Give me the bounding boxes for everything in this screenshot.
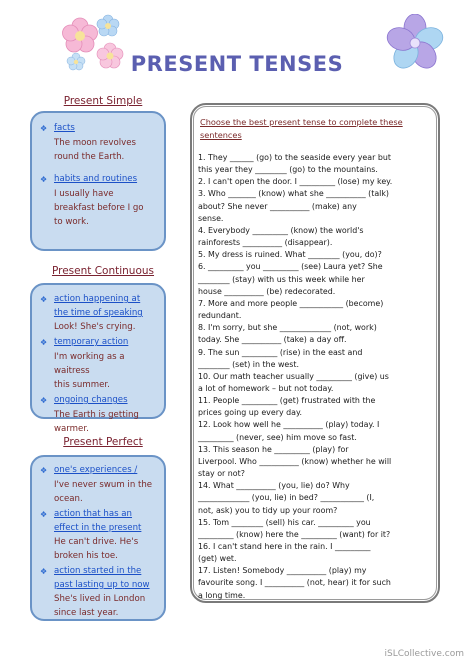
exercise-line: today. She __________ (take) a day off. [198, 335, 347, 345]
tense-entry [40, 293, 158, 334]
exercise-line: stay or not? [198, 469, 245, 479]
usage-label: past lasting up to now [54, 580, 150, 590]
present-perfect-box [30, 455, 166, 621]
example-line: He can't drive. He's [54, 537, 139, 547]
present-continuous-box [30, 283, 166, 434]
example-line: Look! She's crying. [54, 322, 136, 332]
usage-label: habits and routines [54, 174, 138, 184]
watermark: iSLCollective.com [384, 649, 464, 659]
exercise-line: 11. People _________ (get) frustrated with the [198, 396, 376, 406]
exercise-line: 15. Tom ________ (sell) his car. _________ you [198, 517, 371, 527]
exercise-line: ________ (stay) with us this week while her [198, 274, 365, 284]
exercise-line: sense. [198, 213, 224, 223]
tense-entry [40, 394, 158, 436]
exercise-line: 6. _________ you _________ (see) Laura yet? She [198, 262, 383, 272]
example-line: since last year. [54, 608, 119, 618]
exercise-line: 7. More and more people ___________ (become) [198, 298, 384, 308]
exercise-line: a long time. [198, 590, 246, 600]
exercise-line: 5. My dress is ruined. What ________ (you, do)? [198, 250, 382, 260]
example-line: I've never swum in the [54, 480, 153, 490]
example-line: this summer. [54, 380, 110, 390]
tense-entry [40, 565, 158, 620]
bullet-icon: ❖ [40, 338, 48, 347]
page-title: PRESENT TENSES [130, 52, 344, 76]
exercise-line: 9. The sun _________ (rise) in the east and [198, 347, 363, 357]
exercise-line: (get) wet. [198, 554, 237, 564]
exercise-line: _________ (never, see) him move so fast. [198, 432, 357, 442]
exercise-line: _________ (know) here the _________ (want) for it? [198, 529, 391, 539]
present-perfect-heading: Present Perfect [63, 436, 143, 448]
exercise-instructions [200, 116, 428, 142]
example-line: The moon revolves [54, 138, 136, 148]
exercise-line: 16. I can't stand here in the rain. I _________ [198, 542, 371, 551]
example-line: breakfast before I go [54, 203, 144, 213]
exercise-line: 3. Who _______ (know) what she __________ (talk) [198, 189, 389, 199]
example-line: warmer. [54, 424, 89, 434]
exercise-line: prices going up every day. [198, 408, 303, 418]
usage-label: the time of speaking [54, 308, 143, 318]
usage-label: action started in the [54, 566, 142, 576]
exercise-line: 12. Look how well he __________ (play) today. I [198, 420, 380, 430]
exercise-line: redundant. [198, 311, 242, 321]
exercise-line: favourite song. I __________ (not, hear) it for such [198, 578, 391, 588]
usage-label: action happening at [54, 294, 141, 304]
exercise-line: 13. This season he _________ (play) for [198, 444, 349, 454]
tense-entry [40, 464, 158, 506]
instruction-line: sentences [200, 130, 242, 140]
example-line: to work. [54, 217, 89, 227]
tense-entry [40, 122, 158, 164]
bullet-icon: ❖ [40, 124, 48, 133]
bullet-icon: ❖ [40, 567, 48, 576]
usage-label: ongoing changes [54, 395, 128, 405]
usage-label: action that has an [54, 509, 133, 519]
exercise-line: 14. What __________ (you, lie) do? Why [198, 481, 350, 491]
example-line: round the Earth. [54, 152, 125, 162]
exercise-line: ________ (set) in the west. [198, 359, 299, 369]
instruction-line: Choose the best present tense to complete these [200, 117, 403, 127]
example-line: I'm working as a waitress [54, 352, 125, 376]
exercise-line: a lot of homework – but not today. [198, 383, 334, 393]
exercise-line: about? She never __________ (make) any [198, 201, 357, 211]
bullet-icon: ❖ [40, 510, 48, 519]
usage-label: facts [54, 123, 75, 133]
exercise-line: 17. Listen! Somebody __________ (play) my [198, 566, 367, 576]
exercise-line: 8. I'm sorry, but she _____________ (not, work) [198, 323, 377, 333]
example-line: I usually have [54, 189, 114, 199]
present-simple-heading: Present Simple [63, 95, 143, 107]
exercise-line: not, ask) you to tidy up your room? [198, 505, 338, 515]
usage-label: effect in the present [54, 523, 142, 533]
example-line: broken his toe. [54, 551, 118, 561]
exercise-line: Liverpool. Who __________ (know) whether he will [198, 456, 392, 466]
example-line: She's lived in London [54, 594, 146, 604]
tense-entry [40, 173, 158, 229]
bullet-icon: ❖ [40, 175, 48, 184]
exercise-line: 10. Our math teacher usually _________ (give) us [198, 371, 389, 381]
exercise-line: 4. Everybody _________ (know) the world's [198, 225, 364, 235]
exercise-sentences [198, 152, 434, 602]
tense-entry [40, 508, 158, 563]
example-line: ocean. [54, 494, 83, 504]
exercise-line: house __________ (be) redecorated. [198, 286, 336, 296]
present-continuous-heading: Present Continuous [51, 265, 155, 277]
present-simple-box [30, 111, 166, 251]
bullet-icon: ❖ [40, 396, 48, 405]
example-line: The Earth is getting [54, 410, 139, 420]
exercise-line: 2. I can't open the door. I _________ (lose) my key. [198, 177, 393, 187]
tense-entry [40, 336, 158, 392]
usage-label: temporary action [54, 337, 129, 347]
bullet-icon: ❖ [40, 295, 48, 304]
exercise-line: this year they ________ (go) to the mountains. [198, 165, 378, 175]
usage-label: one's experiences / [54, 465, 138, 475]
exercise-line: _____________ (you, lie) in bed? ___________ (I, [198, 493, 375, 503]
exercise-line: 1. They ______ (go) to the seaside every year but [198, 153, 391, 162]
exercise-line: rainforests __________ (disappear). [198, 238, 333, 248]
bullet-icon: ❖ [40, 466, 48, 475]
